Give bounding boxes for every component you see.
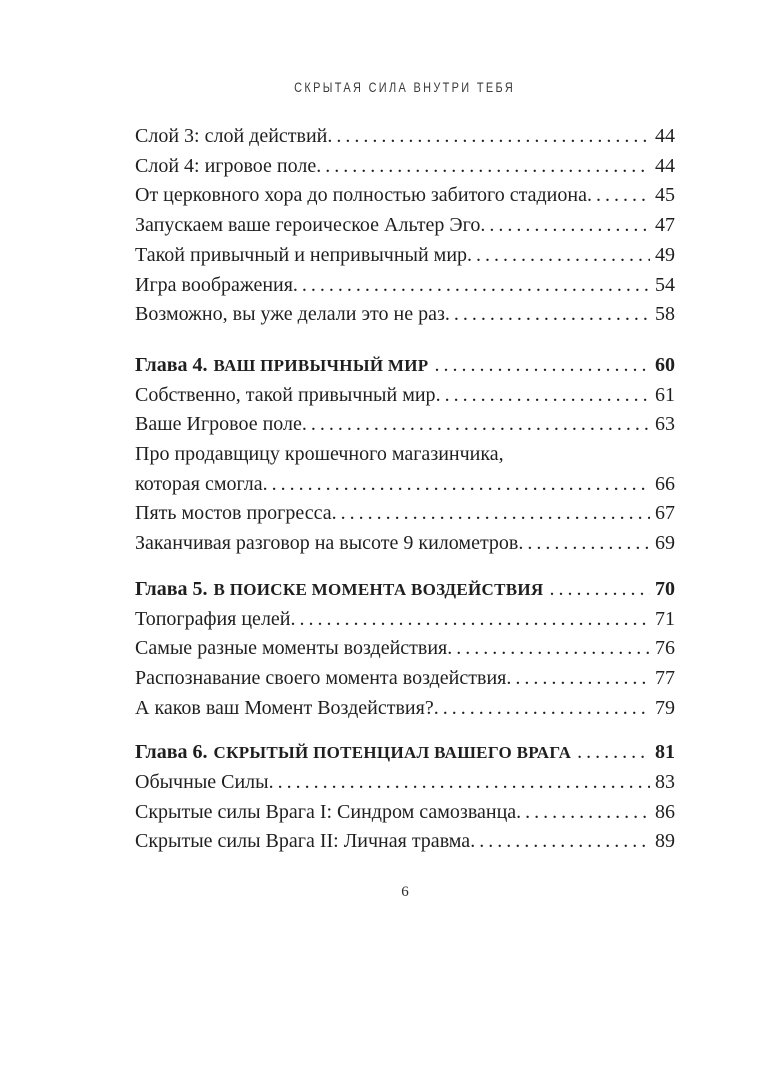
dot-leader [470,827,650,857]
toc-entry [135,122,675,152]
toc-entry-title: Запускаем ваше героическое Альтер Эго [135,214,481,237]
dot-leader [434,351,650,381]
toc-entry-title: Такой привычный и непривычный мир [135,243,468,266]
dot-leader [332,499,650,529]
toc-entry-title: Распознавание своего момента воздействия [135,666,507,689]
dot-leader [516,798,650,828]
toc-entry [135,664,675,694]
toc-entry-title: От церковного хора до полностью забитого стадиона [135,184,587,207]
toc-chapter-heading [135,575,675,605]
toc-entry [135,798,675,828]
toc-entry [135,827,675,857]
toc-section [135,738,675,857]
toc-section [135,351,675,559]
toc-entry-line2 [135,470,675,500]
chapter-number: Глава 4. [135,353,208,376]
toc-entry-title: Возможно, вы уже делали это не раз [135,303,445,326]
toc-entry-title: Самые разные моменты воздействия [135,637,448,660]
toc-entry-title: Слой 3: слой действий [135,125,328,147]
toc-entry-title: Обычные Силы [135,771,269,794]
toc-entry-page: 54 [655,273,675,296]
dot-leader [436,381,650,411]
toc-entry-title: Скрытые силы Врага I: Синдром самозванца [135,800,517,823]
dot-leader [293,271,650,301]
toc-entry-page: 83 [655,771,675,794]
toc-entry [135,694,675,724]
toc-entry-title: Топография целей [135,607,291,630]
toc-entry-title: Игра воображения [135,273,293,296]
toc-chapter-heading [135,351,675,381]
toc-chapter-heading [135,738,675,768]
book-title: СКРЫТАЯ СИЛА ВНУТРИ ТЕБЯ [294,79,516,95]
toc-entry-page: 58 [655,303,675,326]
toc-entry-page: 77 [655,666,675,689]
toc-entry-page: 63 [655,413,675,436]
toc-entry-title-line1: Про продавщицу крошечного магазинчика, [135,443,504,466]
dot-leader [587,181,650,211]
toc-entry [135,271,675,301]
toc-entry [135,181,675,211]
toc-entry-page: 81 [655,741,675,764]
dot-leader [549,575,650,605]
dot-leader [480,211,650,241]
toc-entry-title: Скрытые силы Врага II: Личная травма [135,830,471,853]
toc-entry-title: Заканчивая разговор на высоте 9 километров [135,532,519,555]
toc-entry-page: 44 [655,154,675,177]
toc-entry-page: 61 [655,383,675,406]
dot-leader [447,634,650,664]
chapter-number: Глава 6. [135,741,208,764]
toc-entry-title: А каков ваш Момент Воздействия? [135,696,434,719]
toc-entry-page: 45 [655,184,675,207]
toc-entry-page: 44 [655,125,675,147]
toc-entry [135,768,675,798]
chapter-title: ВАШ ПРИВЫЧНЫЙ МИР [213,355,429,375]
toc-entry-page: 79 [655,696,675,719]
toc-entry [135,529,675,559]
dot-leader [445,300,650,330]
toc-entry [135,440,675,499]
toc-entry-page: 71 [655,607,675,630]
toc-entry-page: 69 [655,532,675,555]
toc-entry-title: которая смогла [135,472,263,495]
dot-leader [327,122,650,152]
dot-leader [506,664,650,694]
dot-leader [577,738,650,768]
toc-entry-page: 49 [655,243,675,266]
dot-leader [263,470,650,500]
chapter-number: Глава 5. [135,577,208,600]
table-of-contents [135,122,675,857]
dot-leader [434,694,650,724]
toc-entry-page: 60 [655,353,675,376]
toc-entry-title: Собственно, такой привычный мир [135,383,436,406]
chapter-title: СКРЫТЫЙ ПОТЕНЦИАЛ ВАШЕГО ВРАГА [213,743,572,763]
toc-entry [135,605,675,635]
toc-entry-page: 66 [655,472,675,495]
toc-entry-page: 47 [655,214,675,237]
toc-entry [135,499,675,529]
toc-entry-page: 70 [655,577,675,600]
toc-entry [135,634,675,664]
toc-entry [135,241,675,271]
toc-section [135,122,675,330]
toc-entry [135,300,675,330]
dot-leader [269,768,650,798]
toc-entry [135,152,675,182]
running-header [135,79,675,96]
page-footer [135,884,675,901]
toc-entry-page: 76 [655,637,675,660]
toc-entry [135,381,675,411]
dot-leader [291,605,651,635]
dot-leader [467,241,650,271]
toc-section [135,575,675,724]
toc-entry-title: Слой 4: игровое поле [135,154,317,177]
toc-entry [135,410,675,440]
toc-entry-title: Пять мостов прогресса [135,502,332,525]
book-page [0,79,759,1079]
folio-page-number: 6 [401,884,409,901]
toc-entry-page: 89 [655,830,675,853]
toc-entry [135,211,675,241]
chapter-title: В ПОИСКЕ МОМЕНТА ВОЗДЕЙСТВИЯ [213,579,544,599]
dot-leader [518,529,650,559]
toc-entry-title: Ваше Игровое поле [135,413,302,436]
toc-entry-page: 86 [655,800,675,823]
dot-leader [302,410,650,440]
dot-leader [316,152,650,182]
toc-entry-page: 67 [655,502,675,525]
